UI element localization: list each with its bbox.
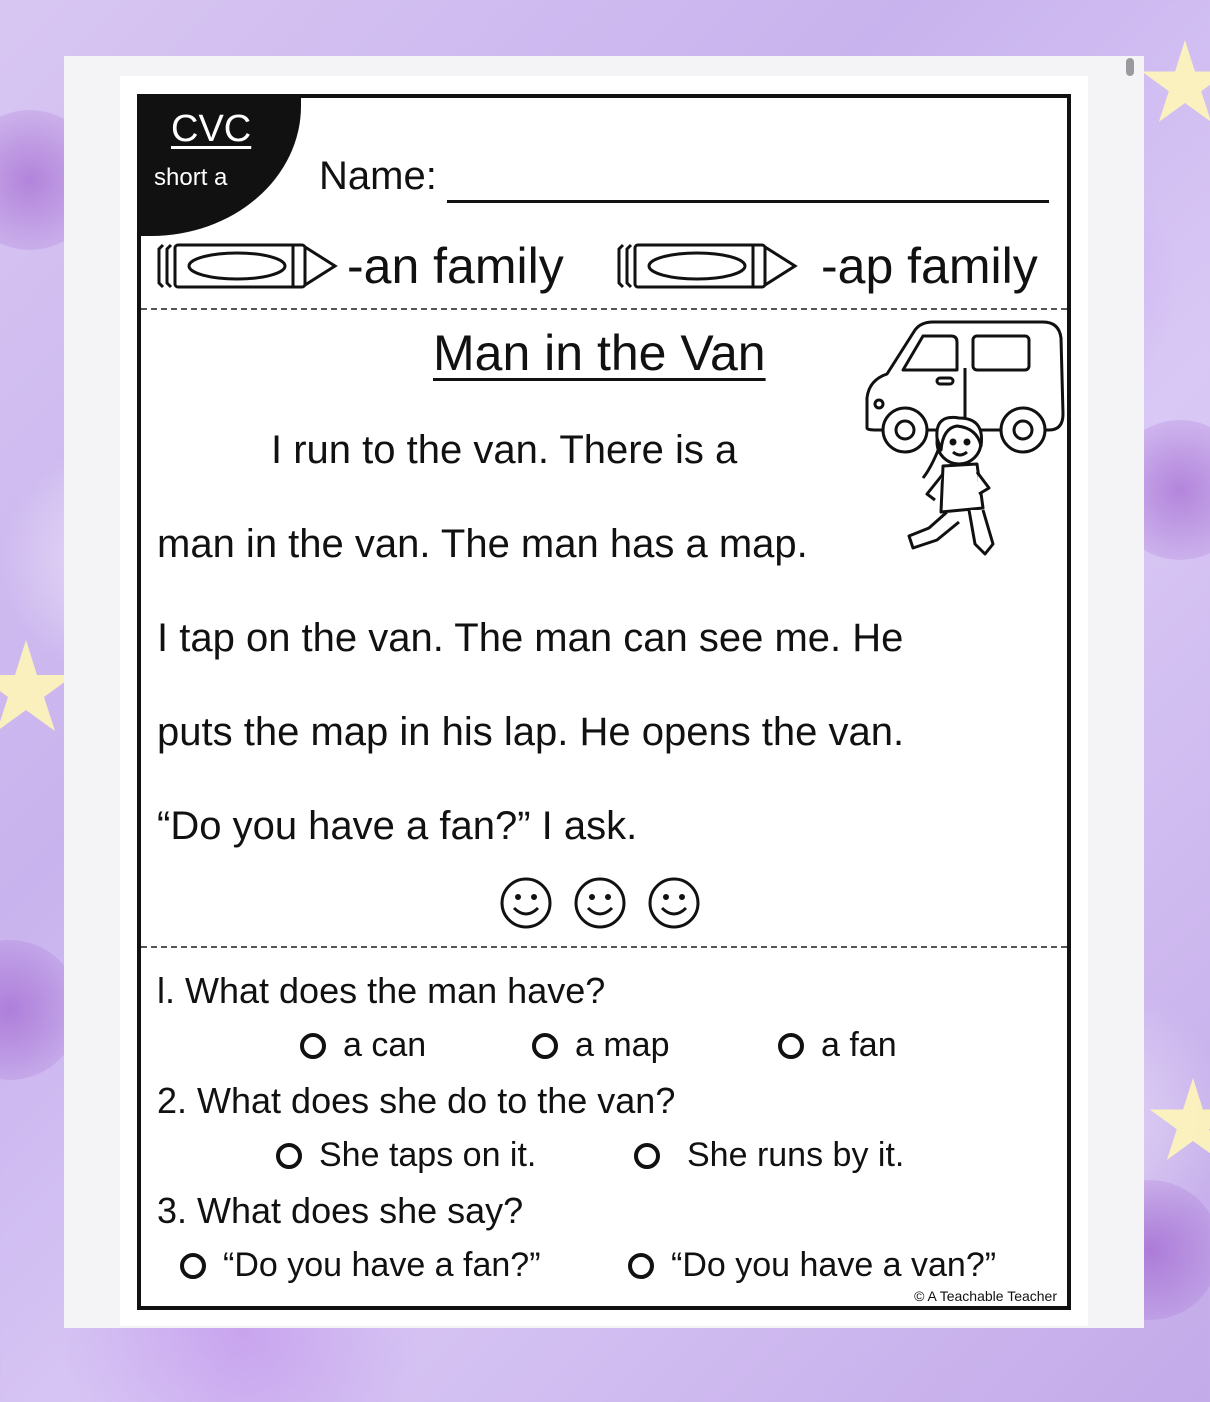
story-line: I run to the van. There is a [271,428,738,472]
rating-faces [499,876,701,930]
story-line: man in the van. The man has a map. [157,522,808,566]
scrollbar[interactable] [1126,58,1134,76]
option-label: She taps on it. [319,1136,537,1174]
question: 3. What does she say? [157,1190,524,1231]
cvc-badge [141,98,301,236]
story-line: “Do you have a fan?” I ask. [157,804,638,848]
answer-option[interactable] [179,1246,541,1285]
family-an [157,234,564,298]
answer-bubble-icon[interactable] [633,1142,661,1170]
worksheet [137,94,1071,1310]
section-divider [141,308,1067,310]
answer-bubble-icon[interactable] [627,1252,655,1280]
answer-option[interactable] [627,1246,996,1285]
badge-subtitle: short a [154,164,228,191]
section-divider [141,946,1067,948]
family-label: -ap family [821,238,1038,294]
answer-option[interactable] [777,1026,897,1065]
option-label: She runs by it. [687,1136,905,1174]
family-label: -an family [347,238,564,294]
answer-option[interactable] [275,1136,536,1175]
van-and-girl-illustration [857,318,1067,588]
answer-option[interactable] [531,1026,670,1065]
crayon-icon [617,239,807,293]
question: l. What does the man have? [157,970,606,1011]
answer-option[interactable] [633,1136,904,1175]
star-decoration [1148,1078,1210,1168]
option-label: a can [343,1026,427,1064]
story-title: Man in the Van [433,325,766,381]
answer-bubble-icon[interactable] [179,1252,207,1280]
answer-bubble-icon[interactable] [777,1032,805,1060]
smiley-face-icon[interactable] [499,876,553,930]
answer-bubble-icon[interactable] [531,1032,559,1060]
crayon-icon [157,239,347,293]
smiley-face-icon[interactable] [573,876,627,930]
answer-bubble-icon[interactable] [275,1142,303,1170]
answer-bubble-icon[interactable] [299,1032,327,1060]
answer-option[interactable] [299,1026,426,1065]
name-label: Name: [319,154,437,198]
name-field[interactable] [447,200,1049,203]
star-decoration [1140,40,1210,130]
option-label: “Do you have a fan?” [223,1246,541,1284]
option-label: a map [575,1026,670,1064]
smiley-face-icon[interactable] [647,876,701,930]
option-label: “Do you have a van?” [671,1246,997,1284]
copyright-notice: © A Teachable Teacher [914,1288,1057,1304]
option-label: a fan [821,1026,897,1064]
badge-title: CVC [171,108,252,150]
story-line: puts the map in his lap. He opens the van. [157,710,905,754]
story-line: I tap on the van. The man can see me. He [157,616,904,660]
family-ap [617,234,1038,298]
question: 2. What does she do to the van? [157,1080,676,1121]
